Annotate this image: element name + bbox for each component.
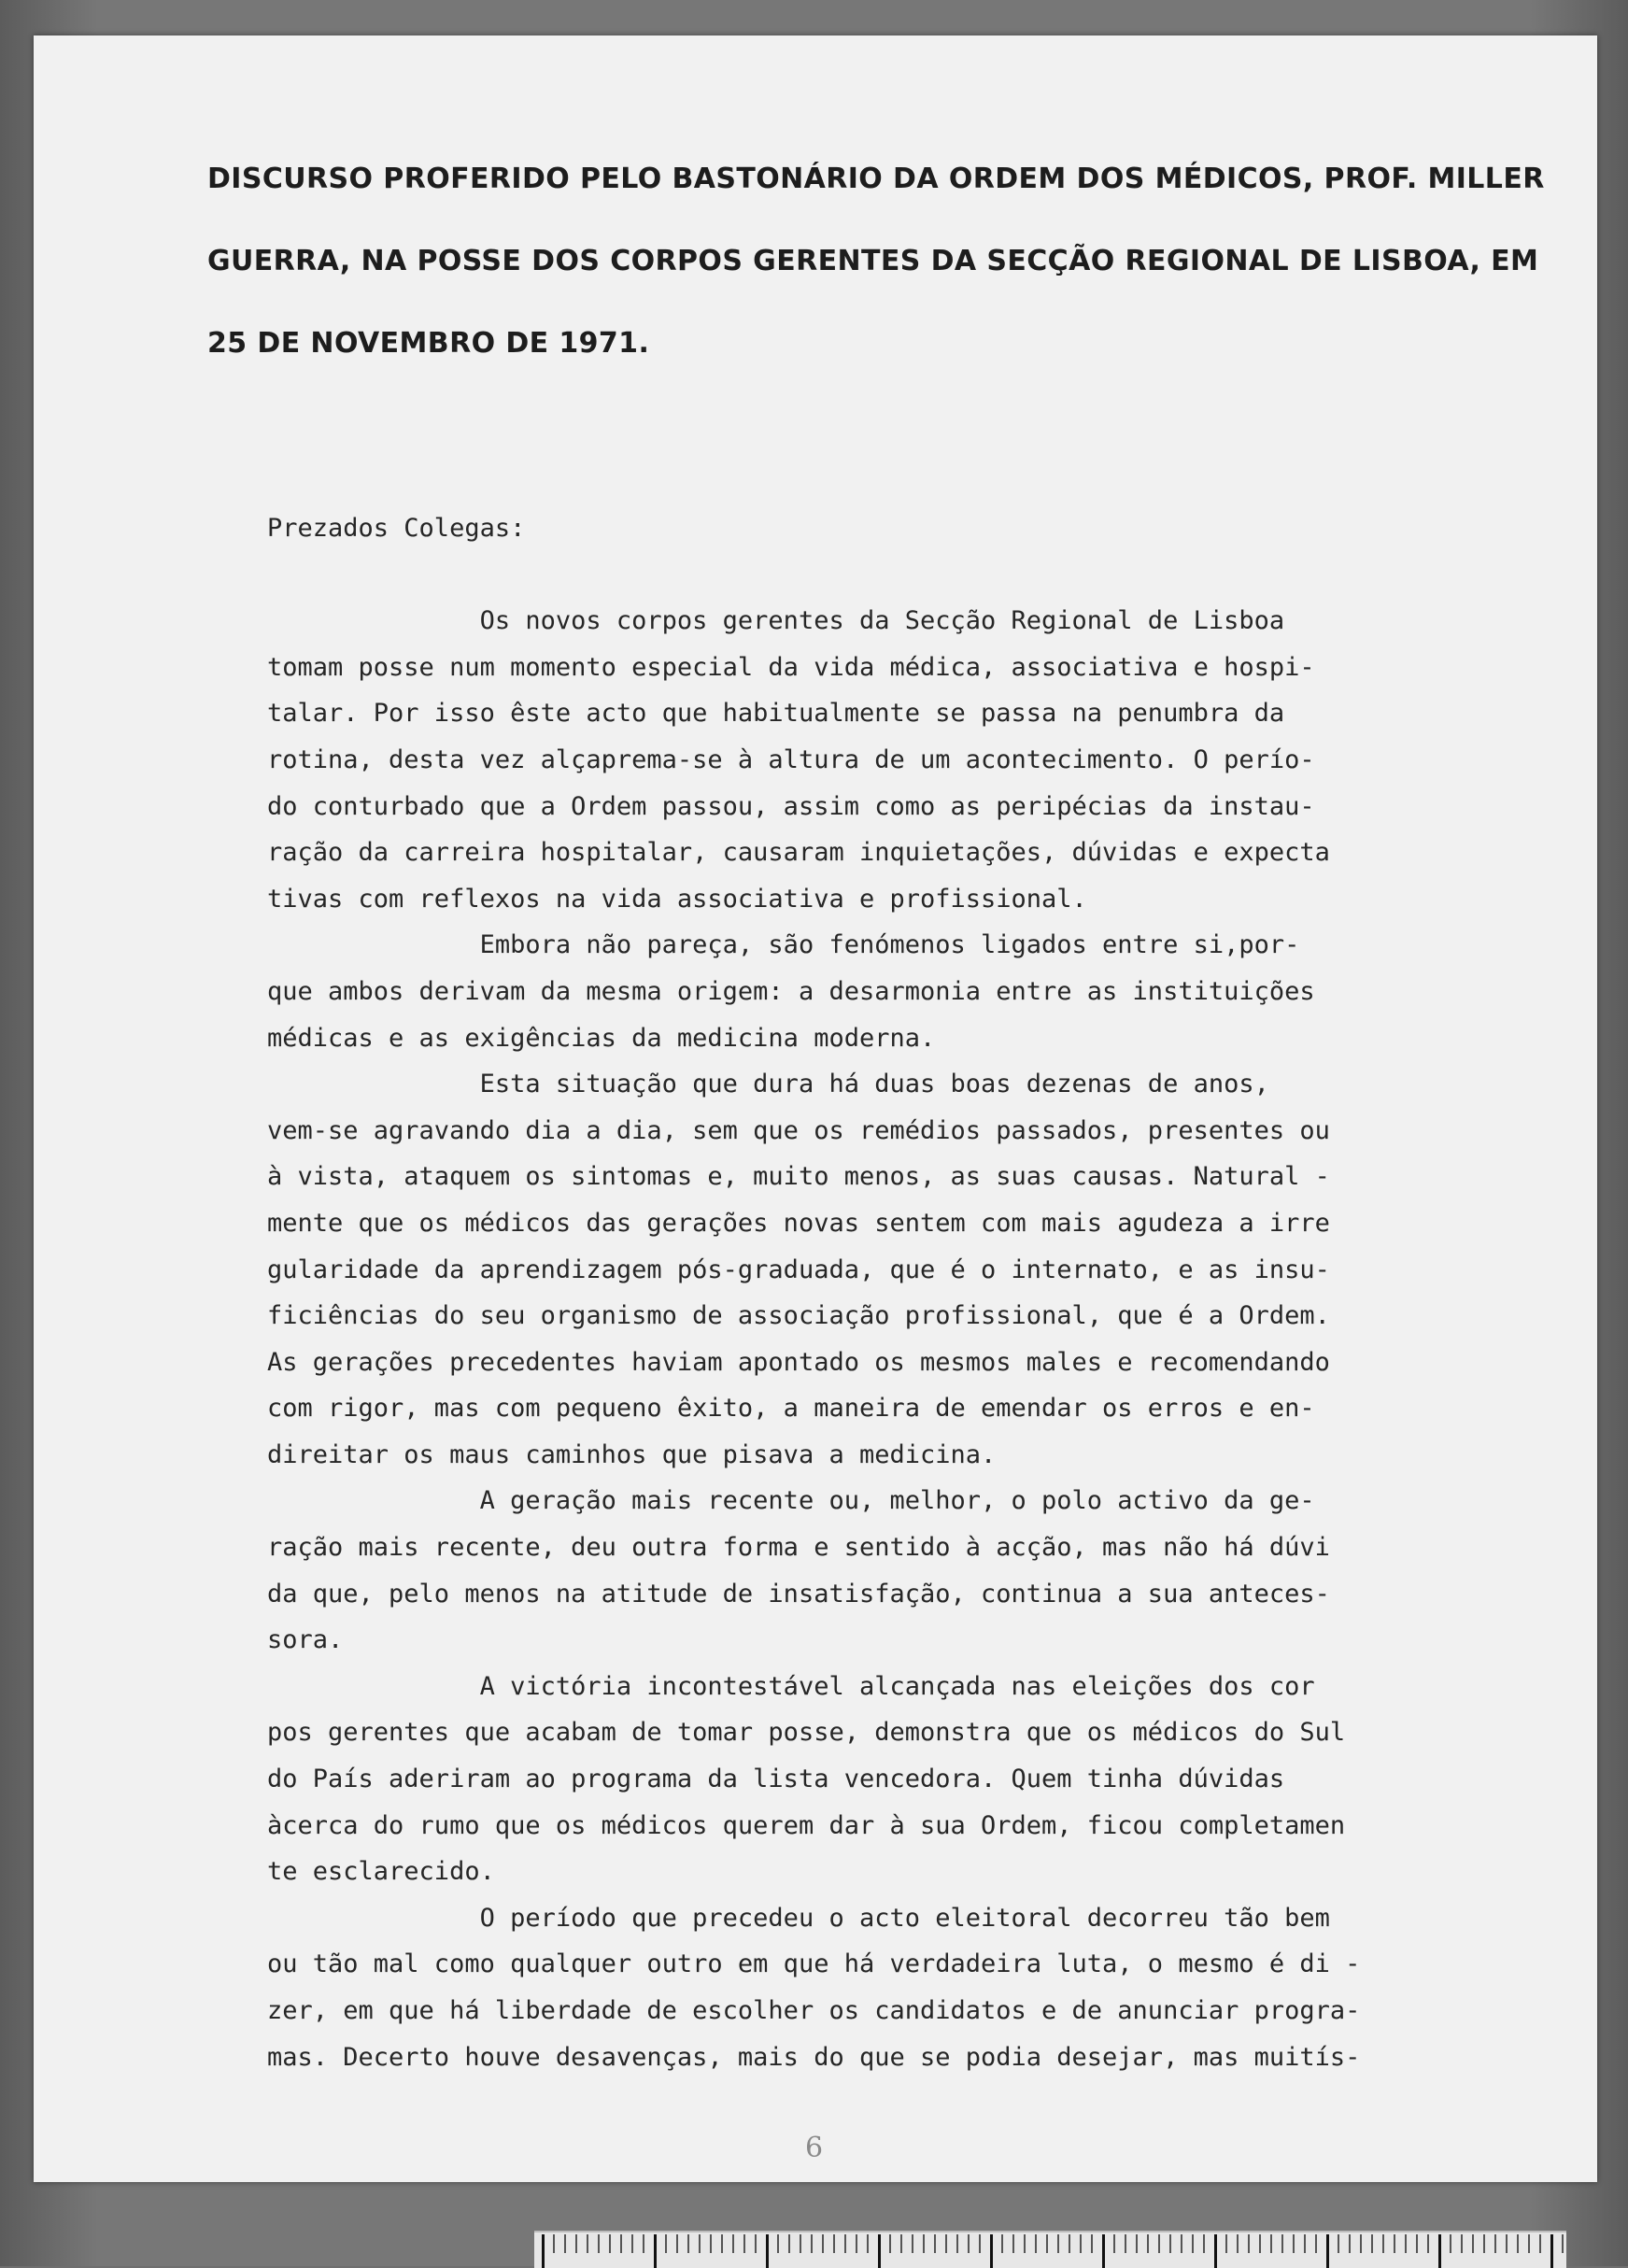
ruler-tick xyxy=(1225,2234,1227,2253)
ruler-tick xyxy=(1158,2234,1160,2253)
ruler-tick xyxy=(1506,2234,1508,2253)
text-line: zer, em que há liberdade de escolher os candidatos e de anunciar progra- xyxy=(267,1996,1361,2025)
ruler-tick xyxy=(990,2234,993,2268)
ruler-tick xyxy=(631,2234,633,2253)
title-line: GUERRA, NA POSSE DOS CORPOS GERENTES DA SECÇÃO REGIONAL DE LISBOA, EM xyxy=(207,245,1539,277)
text-line: tivas com reflexos na vida associativa e profissional. xyxy=(267,884,1087,914)
ruler-tick xyxy=(1382,2234,1384,2253)
ruler-tick xyxy=(1405,2234,1407,2253)
ruler-tick xyxy=(1461,2234,1463,2253)
text-line: mente que os médicos das gerações novas sentem com mais agudeza a irre xyxy=(267,1208,1330,1238)
text-line: do conturbado que a Ordem passou, assim como as peripécias da instau- xyxy=(267,791,1315,821)
ruler-tick xyxy=(1125,2234,1126,2253)
ruler-tick xyxy=(699,2234,701,2253)
ruler-tick xyxy=(542,2234,545,2268)
ruler-tick xyxy=(811,2234,813,2253)
ruler-tick xyxy=(956,2234,958,2253)
ruler-tick xyxy=(1091,2234,1093,2253)
ruler-tick xyxy=(1035,2234,1037,2253)
ruler-tick xyxy=(575,2234,577,2253)
ruler-tick xyxy=(1102,2234,1105,2268)
ruler-tick xyxy=(1080,2234,1082,2253)
ruler-tick xyxy=(1293,2234,1295,2253)
ruler-tick xyxy=(844,2234,846,2253)
ruler-tick xyxy=(721,2234,723,2253)
ruler-tick xyxy=(1371,2234,1373,2253)
ruler-tick xyxy=(800,2234,801,2253)
ruler-tick xyxy=(654,2234,657,2268)
text-line: àcerca do rumo que os médicos querem dar à sua Ordem, ficou completamen xyxy=(267,1810,1346,1840)
ruler-tick xyxy=(1360,2234,1362,2253)
ruler-tick xyxy=(587,2234,588,2253)
ruler-tick xyxy=(1394,2234,1395,2253)
text-line: direitar os maus caminhos que pisava a medicina. xyxy=(267,1439,997,1469)
ruler-tick xyxy=(1562,2234,1564,2253)
ruler-tick xyxy=(968,2234,970,2253)
ruler-tick xyxy=(1203,2234,1205,2253)
ruler-tick xyxy=(867,2234,869,2253)
ruler-tick xyxy=(1416,2234,1418,2253)
text-line: O período que precedeu o acto eleitoral decorreu tão bem xyxy=(267,1903,1330,1933)
text-line: com rigor, mas com pequeno êxito, a maneira de emendar os erros e en- xyxy=(267,1394,1315,1424)
ruler-tick xyxy=(979,2234,981,2253)
ruler-tick xyxy=(900,2234,902,2253)
ruler-tick xyxy=(732,2234,734,2253)
ruler-tick xyxy=(1315,2234,1317,2253)
blank-line xyxy=(267,552,1472,599)
ruler-tick xyxy=(1169,2234,1171,2253)
ruler-tick xyxy=(755,2234,757,2253)
text-line: pos gerentes que acabam de tomar posse, demonstra que os médicos do Sul xyxy=(267,1718,1346,1748)
salutation-line: Prezados Colegas: xyxy=(267,514,526,543)
text-line: ficiências do seu organismo de associação profissional, que é a Ordem. xyxy=(267,1301,1330,1331)
ruler-tick xyxy=(1326,2234,1329,2268)
ruler-tick xyxy=(912,2234,913,2253)
text-line: talar. Por isso êste acto que habitualmente se passa na penumbra da xyxy=(267,699,1285,729)
ruler-tick xyxy=(1181,2234,1182,2253)
text-line: tomam posse num momento especial da vida médica, associativa e hospi- xyxy=(267,652,1315,682)
text-line: médicas e as exigências da medicina moderna. xyxy=(267,1023,936,1053)
text-line: do País aderiram ao programa da lista vencedora. Quem tinha dúvidas xyxy=(267,1765,1285,1794)
ruler-tick xyxy=(1147,2234,1149,2253)
text-line: ou tão mal como qualquer outro em que há verdadeira luta, o mesmo é di - xyxy=(267,1949,1361,1979)
ruler-tick xyxy=(878,2234,881,2268)
text-line: gularidade da aprendizagem pós-graduada, que é o internato, e as insu- xyxy=(267,1254,1330,1284)
text-line: A victória incontestável alcançada nas eleições dos cor xyxy=(267,1671,1315,1701)
ruler-tick xyxy=(1024,2234,1026,2253)
ruler-tick xyxy=(1472,2234,1474,2253)
ruler-tick xyxy=(1438,2234,1441,2268)
text-line: rotina, desta vez alçaprema-se à altura de um acontecimento. O perío- xyxy=(267,744,1315,774)
ruler-tick xyxy=(665,2234,667,2253)
ruler-tick xyxy=(1338,2234,1339,2253)
ruler-tick xyxy=(564,2234,566,2253)
ruler-tick xyxy=(1046,2234,1048,2253)
ruler-tick xyxy=(1057,2234,1059,2253)
page-number: 6 xyxy=(804,2132,824,2164)
ruler-tick xyxy=(923,2234,925,2253)
ruler-tick xyxy=(945,2234,947,2253)
ruler-tick xyxy=(687,2234,689,2253)
text-line: à vista, ataquem os sintomas e, muito menos, as suas causas. Natural - xyxy=(267,1162,1330,1192)
ruler-tick xyxy=(1450,2234,1451,2253)
ruler-tick xyxy=(743,2234,745,2253)
title-line: 25 DE NOVEMBRO DE 1971. xyxy=(207,327,650,360)
ruler-tick xyxy=(1517,2234,1519,2253)
ruler-tick xyxy=(1539,2234,1541,2253)
ruler-tick xyxy=(1270,2234,1272,2253)
ruler-tick xyxy=(1528,2234,1530,2253)
ruler-tick xyxy=(777,2234,779,2253)
text-line: Esta situação que dura há duas boas dezenas de anos, xyxy=(267,1070,1269,1099)
text-line: As gerações precedentes haviam apontado os mesmos males e recomendando xyxy=(267,1347,1330,1377)
ruler-tick xyxy=(889,2234,891,2253)
ruler-tick xyxy=(1113,2234,1115,2253)
speech-title xyxy=(207,138,1545,385)
ruler-tick xyxy=(1248,2234,1250,2253)
ruler-tick xyxy=(1304,2234,1306,2253)
ruler-tick xyxy=(1259,2234,1261,2253)
text-line: ração da carreira hospitalar, causaram inquietações, dúvidas e expecta xyxy=(267,838,1330,868)
text-line: ração mais recente, deu outra forma e sentido à acção, mas não há dúvi xyxy=(267,1533,1330,1563)
text-line: que ambos derivam da mesma origem: a desarmonia entre as instituições xyxy=(267,976,1315,1006)
ruler-tick xyxy=(1550,2234,1553,2268)
text-line: te esclarecido. xyxy=(267,1857,495,1887)
speech-body xyxy=(267,505,1472,2080)
ruler-tick xyxy=(766,2234,769,2268)
ruler-tick xyxy=(609,2234,611,2253)
text-line: da que, pelo menos na atitude de insatisfação, continua a sua anteces- xyxy=(267,1579,1330,1609)
ruler-tick xyxy=(643,2234,644,2253)
ruler-tick xyxy=(788,2234,790,2253)
ruler-tick xyxy=(710,2234,712,2253)
scale-ruler xyxy=(534,2231,1566,2268)
ruler-tick xyxy=(676,2234,678,2253)
ruler-tick xyxy=(1494,2234,1496,2253)
text-line: A geração mais recente ou, melhor, o polo activo da ge- xyxy=(267,1486,1315,1516)
text-line: mas. Decerto houve desavenças, mais do que se podia desejar, mas muitís- xyxy=(267,2042,1361,2072)
text-line: Os novos corpos gerentes da Secção Regional de Lisboa xyxy=(267,606,1285,636)
text-line: Embora não pareça, são fenómenos ligados entre si,por- xyxy=(267,930,1300,960)
ruler-tick xyxy=(856,2234,857,2253)
ruler-tick xyxy=(1349,2234,1351,2253)
ruler-tick xyxy=(598,2234,600,2253)
ruler-tick xyxy=(833,2234,835,2253)
text-line: vem-se agravando dia a dia, sem que os remédios passados, presentes ou xyxy=(267,1115,1330,1145)
ruler-tick xyxy=(1214,2234,1217,2268)
ruler-tick xyxy=(1012,2234,1014,2253)
ruler-tick xyxy=(1001,2234,1003,2253)
ruler-tick xyxy=(934,2234,936,2253)
ruler-tick xyxy=(1136,2234,1138,2253)
ruler-tick xyxy=(1483,2234,1485,2253)
title-line: DISCURSO PROFERIDO PELO BASTONÁRIO DA ORDEM DOS MÉDICOS, PROF. MILLER xyxy=(207,163,1545,195)
ruler-tick xyxy=(1237,2234,1239,2253)
ruler-tick xyxy=(1427,2234,1429,2253)
ruler-tick xyxy=(1069,2234,1070,2253)
ruler-tick xyxy=(1192,2234,1194,2253)
ruler-tick xyxy=(822,2234,824,2253)
ruler-tick xyxy=(553,2234,555,2253)
ruler-tick xyxy=(1281,2234,1283,2253)
ruler-tick xyxy=(620,2234,622,2253)
text-line: sora. xyxy=(267,1625,344,1655)
